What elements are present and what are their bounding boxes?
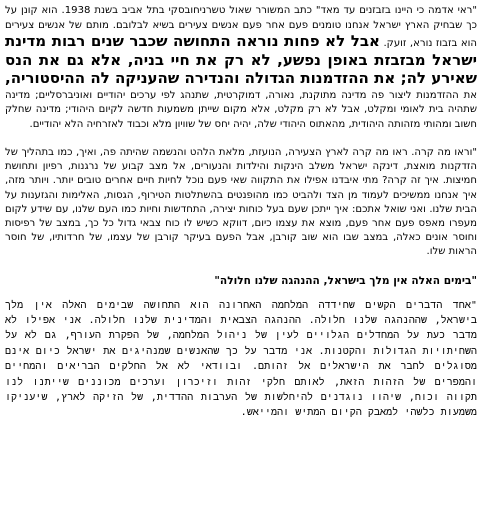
opening-paragraph bbox=[5, 4, 477, 132]
opening-text: "ראי אדמה כי היינו בזבזנים עד מאד" כתב המשורר שאול טשרניחובסקי בתל אביב בשנת 1938. הוא קונן על כך שבחיק הארץ ישראל אנחנו טומנים פעם אחר פעם אנשים צעירים בשיא לבלובם. מותם של אנשים צעירים הוא בזבוז נורא, זועק. bbox=[5, 5, 477, 49]
second-paragraph: "וראו מה קרה. ראו מה קרה לארץ הצעירה, הנועזת, מלאת הלהט והנשמה שהיתה פה, ואיך, כמו בתהליך של הזדקנות מואצת, דינקה ישראל משלב הינקות והילדות והנעורים, אל מצב קבוע של נרגנות, רפיון ותחושת חמיצות. איך זה קרה? מתי איבדנו אפילו את התקווה שאי פעם נוכל לחיות חיים אחרים טובים יותר. ויותר מזה, איך אנחנו ממשיכים לעמוד מן הצד ולהביט כמו מהופנטים בהשתלטות הטירוף, הגסות, האלימות והגזענות על הבית שלנו. ואני שואל אתכם: איך ייתכן שעם בעל כוחות יצירה, התחדשות וחיות כמו העם שלנו, עם שידע לקום מעפרו מאפס פעם אחר פעם, מוצא את עצמו כיום, דווקא כשיש לו כוח צבאי גדול כל כך, במצב של רפיסות וחוסר אונים כאלה, במצב שבו הוא שוב קורבן, אבל הפעם בעיקר קורבן של עצמו, של חרדותיו, של חוסר הראות שלו. bbox=[5, 147, 477, 258]
article bbox=[5, 4, 477, 421]
third-paragraph: "אחד הדברים הקשים שחידדה המלחמה האחרונה הוא התחושה שבימים האלה אין מלך בישראל, שההנהגה שלנו חלולה. ההנהגה הצבאית והמדינית שלנו חלולה. אני אפילו לא מדבר כעת על המחדלים הגלויים לעין של ניהול המלחמה, של הפקרת העורף, גם לא על השחיתויות הגדולות והקטנות. אני מדבר על כך שהאנשים שמנהיגים את ישראל כיום אינם מסוגלים לחבר את הישראלים אל זהותם. ובוודאי לא אל החלקים הבריאים והמחיים והמפרים של הזהות הזאת, לאותם חלקי זהות וזיכרון וערכים מכוננים שייתנו לנו תקווה וכוח, שיהוו נוגדנים להיחלשות של הערבות ההדדית, של הזיקה לארץ, שיעניקו משמעות כלשהי למאבק הקיום המתיש והמייאש. bbox=[5, 299, 477, 419]
section-heading: "בימים האלה אין מלך בישראל, ההנהגה שלנו חלולה" bbox=[214, 274, 477, 287]
opening-bold-statement: אבל לא פחות נוראה התחושה שכבר שנים רבות מדינת ישראל מבזבזת באופן נפשע, לא רק את חיי בניה, אלא גם את הנס שאירע לה; את ההזדמנות הגדולה והנדירה שהעניקה לה ההיסטוריה, bbox=[5, 32, 477, 87]
opening-continuation: את ההזדמנות ליצור פה מדינה מתוקנת, נאורה, דמוקרטית, שתנהג לפי ערכים יהודיים ואוניברסליים; מדינה שתהיה בית לאומי ומקלט, אבל לא רק מקלט, אלא מקום שייתן משמעות חדשה לקיום היהודי; מדינה שחלק חשוב ומהותי מזהותה היהודית, מהאתוס היהודי שלה, יהיה יחס של שוויון מלא וכבוד לאזרחיה הלא יהודיים. bbox=[5, 89, 477, 130]
